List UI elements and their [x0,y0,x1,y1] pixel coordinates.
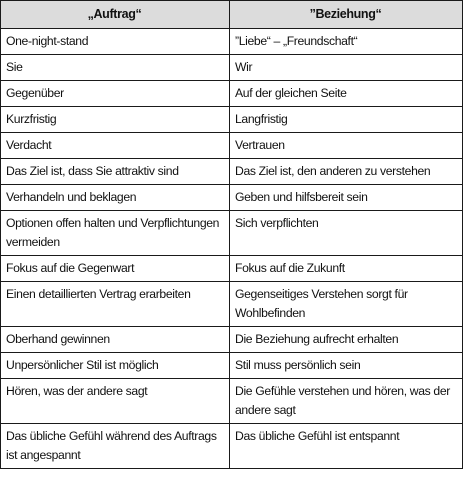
table-row [1,81,463,107]
table-header [1,1,463,29]
beziehung-cell: Vertrauen [230,133,463,159]
auftrag-cell: Verdacht [1,133,230,159]
beziehung-cell: Fokus auf die Zukunft [230,256,463,282]
table-row [1,159,463,185]
beziehung-cell: Gegenseitiges Verstehen sorgt für Wohlbefinden [230,282,463,327]
auftrag-cell: Fokus auf die Gegenwart [1,256,230,282]
table-row [1,107,463,133]
auftrag-cell: Das übliche Gefühl während des Auftrags ist angespannt [1,424,230,469]
beziehung-cell: ”Liebe“ – „Freundschaft“ [230,29,463,55]
table-row [1,256,463,282]
beziehung-cell: Die Beziehung aufrecht erhalten [230,327,463,353]
header-row [1,1,463,29]
beziehung-cell: Wir [230,55,463,81]
table-row [1,424,463,469]
auftrag-cell: Das Ziel ist, dass Sie attraktiv sind [1,159,230,185]
table-row [1,211,463,256]
table-row [1,379,463,424]
beziehung-cell: Sich verpflichten [230,211,463,256]
auftrag-cell: Einen detaillierten Vertrag erarbeiten [1,282,230,327]
beziehung-cell: Auf der gleichen Seite [230,81,463,107]
beziehung-cell: Geben und hilfsbereit sein [230,185,463,211]
auftrag-cell: Verhandeln und beklagen [1,185,230,211]
table-row [1,327,463,353]
column-header-beziehung: ”Beziehung“ [230,1,463,29]
table-body [1,29,463,469]
table-row [1,29,463,55]
beziehung-cell: Das übliche Gefühl ist entspannt [230,424,463,469]
table-row [1,282,463,327]
beziehung-cell: Das Ziel ist, den anderen zu verstehen [230,159,463,185]
auftrag-cell: One-night-stand [1,29,230,55]
table-row [1,133,463,159]
auftrag-cell: Unpersönlicher Stil ist möglich [1,353,230,379]
table-row [1,185,463,211]
auftrag-cell: Gegenüber [1,81,230,107]
auftrag-cell: Optionen offen halten und Verpflichtungen vermeiden [1,211,230,256]
column-header-auftrag: „Auftrag“ [1,1,230,29]
table-row [1,55,463,81]
table-row [1,353,463,379]
auftrag-cell: Oberhand gewinnen [1,327,230,353]
auftrag-cell: Kurzfristig [1,107,230,133]
auftrag-cell: Hören, was der andere sagt [1,379,230,424]
beziehung-cell: Die Gefühle verstehen und hören, was der andere sagt [230,379,463,424]
beziehung-cell: Stil muss persönlich sein [230,353,463,379]
auftrag-cell: Sie [1,55,230,81]
beziehung-cell: Langfristig [230,107,463,133]
